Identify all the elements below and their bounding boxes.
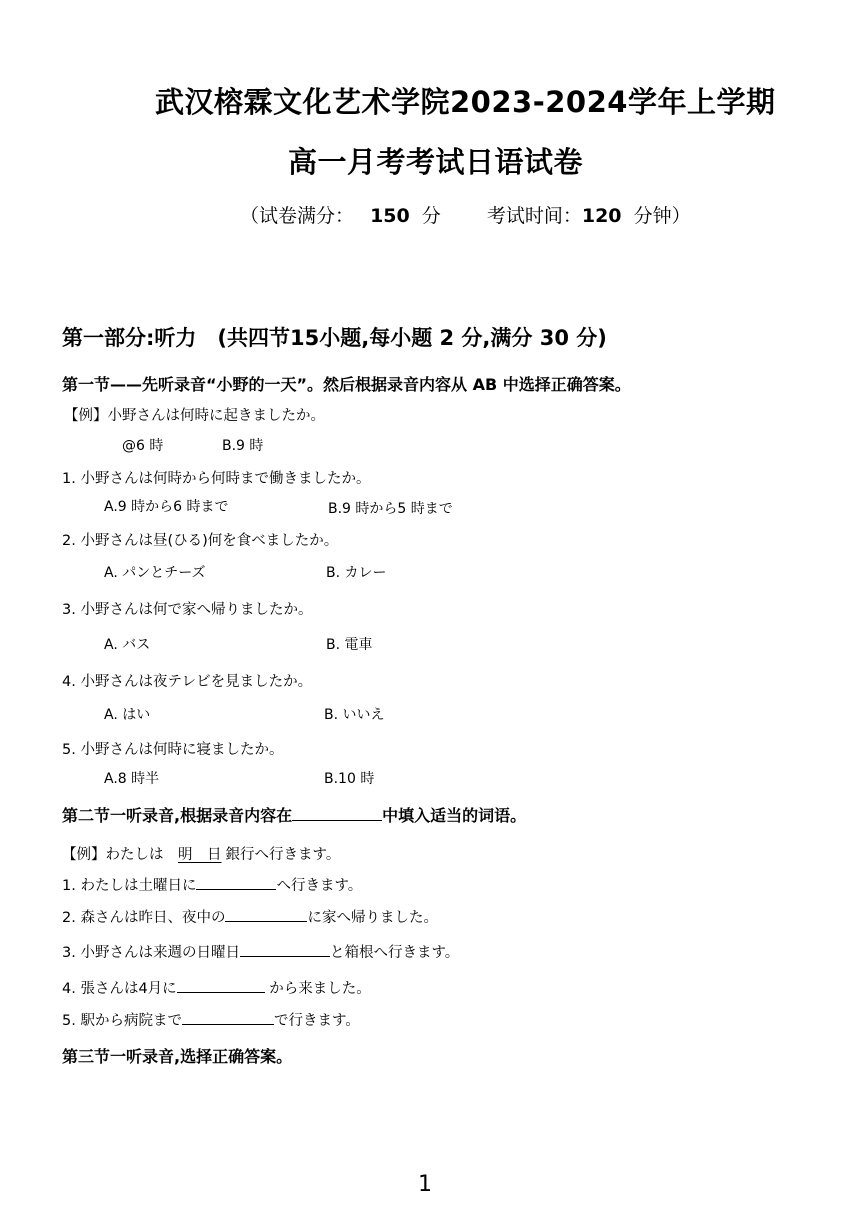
section1-q4-option-b: B. いいえ	[324, 707, 385, 723]
section1-q2-option-a: A. パンとチーズ	[104, 565, 206, 581]
section1-q4: 4. 小野さんは夜テレビを見ましたか。	[62, 674, 313, 690]
section2-heading	[62, 803, 526, 826]
section2-item-3-blank[interactable]	[240, 942, 330, 957]
section1-heading: 第一节——先听录音“小野的一天”。然后根据录音内容从 AB 中选择正确答案。	[62, 375, 631, 394]
section1-q3-option-b: B. 電車	[326, 637, 373, 653]
section2-heading-after: 中填入适当的词语。	[382, 806, 527, 825]
section2-item-5-before: 5. 駅から病院まで	[62, 1013, 182, 1029]
time-unit: 分钟）	[633, 205, 691, 227]
section2-example-answer: 明 日	[178, 847, 222, 863]
section2-heading-blank	[292, 806, 382, 821]
section1-q2-option-b: B. カレー	[326, 565, 387, 581]
section1-q1: 1. 小野さんは何時から何時まで働きましたか。	[62, 471, 371, 487]
section3-heading: 第三节一听录音,选择正确答案。	[62, 1047, 293, 1066]
full-score: 150	[370, 205, 410, 227]
time-label: 考试时间：	[486, 205, 582, 227]
section2-item-4-after: から来ました。	[264, 981, 371, 997]
section1-q3-option-a: A. バス	[104, 637, 151, 653]
section2-item-3-after: と箱根へ行きます。	[329, 945, 460, 961]
section2-item-3-before: 3. 小野さんは来週の日曜日	[62, 945, 240, 961]
time-value: 120	[581, 205, 622, 227]
section2-item-1	[62, 874, 362, 895]
section2-item-4	[62, 977, 371, 998]
meta-open: （试卷满分：	[240, 205, 355, 227]
section1-example-option-a: @6 時	[122, 438, 164, 454]
section2-item-2	[62, 906, 438, 927]
section2-item-2-blank[interactable]	[225, 907, 307, 922]
exam-title-line2: 高一月考考试日语试卷	[288, 145, 584, 179]
section2-example-before: 【例】わたしは	[62, 847, 178, 863]
section2-item-4-before: 4. 張さんは4月に	[62, 981, 177, 997]
section2-heading-before: 第二节一听录音,根据录音内容在	[62, 806, 293, 825]
section2-item-5-blank[interactable]	[182, 1010, 274, 1025]
section2-item-1-blank[interactable]	[196, 875, 276, 890]
section2-item-1-after: へ行きます。	[276, 878, 363, 894]
section1-q5-option-b: B.10 時	[324, 771, 375, 787]
section2-item-2-after: に家へ帰りました。	[307, 910, 438, 926]
section1-q5-option-a: A.8 時半	[104, 771, 160, 787]
section2-item-1-before: 1. わたしは土曜日に	[62, 878, 197, 894]
page-number: 1	[418, 1172, 432, 1197]
section1-q1-option-b: B.9 時から5 時まで	[328, 501, 453, 517]
section1-q5: 5. 小野さんは何時に寝ましたか。	[62, 742, 284, 758]
section2-item-5	[62, 1009, 360, 1030]
section1-example-question: 【例】小野さんは何時に起きましたか。	[64, 408, 325, 424]
score-unit: 分	[421, 205, 441, 227]
exam-title-line1: 武汉榕霖文化艺术学院2023-2024学年上学期	[155, 85, 776, 119]
section2-item-2-before: 2. 森さんは昨日、夜中の	[62, 910, 226, 926]
exam-meta	[240, 201, 691, 228]
section2-example	[62, 843, 340, 864]
section2-item-4-blank[interactable]	[177, 978, 265, 993]
section2-example-after: 銀行へ行きます。	[225, 847, 341, 863]
section1-q4-option-a: A. はい	[104, 707, 151, 723]
section2-item-3	[62, 941, 459, 962]
section1-q2: 2. 小野さんは昼(ひる)何を食べましたか。	[62, 533, 339, 549]
section1-q3: 3. 小野さんは何で家へ帰りましたか。	[62, 602, 313, 618]
section1-q1-option-a: A.9 時から6 時まで	[104, 499, 229, 515]
section1-example-option-b: B.9 時	[222, 438, 264, 454]
section2-item-5-after: で行きます。	[273, 1013, 360, 1029]
part1-heading: 第一部分:听力 (共四节15小题,每小题 2 分,满分 30 分)	[62, 326, 607, 350]
